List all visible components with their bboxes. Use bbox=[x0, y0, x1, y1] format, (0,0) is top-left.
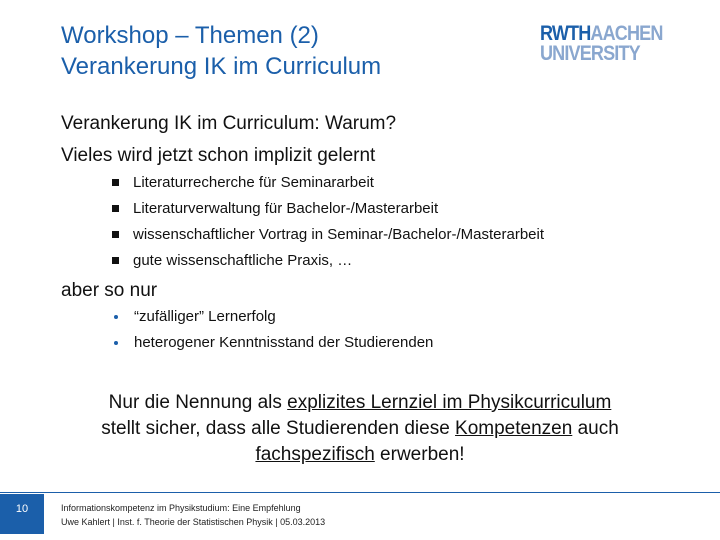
conclusion-text-part: auch bbox=[572, 418, 619, 439]
list-item bbox=[114, 330, 433, 356]
conclusion-line-1 bbox=[40, 390, 680, 416]
square-bullet-icon bbox=[112, 179, 119, 186]
underlined-term: fachspezifisch bbox=[255, 444, 375, 465]
list-item-text: Literaturverwaltung für Bachelor-/Masterarbeit bbox=[133, 200, 439, 217]
square-bullet-icon bbox=[112, 231, 119, 238]
list-item-text: “zufälliger” Lernerfolg bbox=[134, 308, 276, 325]
footer-divider bbox=[0, 492, 720, 493]
page-number: 10 bbox=[0, 494, 44, 534]
list-item bbox=[112, 196, 544, 222]
conclusion-text bbox=[40, 390, 680, 468]
aber-text: aber so nur bbox=[61, 280, 158, 301]
conclusion-text-part: stellt sicher, dass alle Studierenden diese bbox=[101, 418, 456, 439]
underlined-term: Kompetenzen bbox=[455, 418, 573, 439]
footer-author: Uwe Kahlert | Inst. f. Theorie der Statistischen Physik | 05.03.2013 bbox=[61, 517, 326, 527]
intro-text bbox=[61, 108, 396, 172]
primary-bullet-list bbox=[112, 170, 544, 274]
footer-title: Informationskompetenz im Physikstudium: Eine Empfehlung bbox=[61, 503, 301, 513]
list-item-text: gute wissenschaftliche Praxis, … bbox=[133, 252, 353, 269]
logo-aachen-text: AACHEN bbox=[590, 22, 663, 45]
list-item-text: heterogener Kenntnisstand der Studierenden bbox=[134, 334, 434, 351]
list-item-text: Literaturrecherche für Seminararbeit bbox=[133, 174, 374, 191]
square-bullet-icon bbox=[112, 205, 119, 212]
logo-rwth-text: RWTH bbox=[540, 22, 591, 45]
dot-bullet-icon bbox=[114, 315, 118, 319]
list-item bbox=[114, 304, 433, 330]
conclusion-text-part: Nur die Nennung als bbox=[108, 392, 288, 413]
title-line-1: Workshop – Themen (2) bbox=[61, 22, 319, 49]
underlined-term: explizites Lernziel im Physikcurriculum bbox=[287, 392, 612, 413]
conclusion-text-part: erwerben! bbox=[374, 444, 465, 465]
title-line-2: Verankerung IK im Curriculum bbox=[61, 53, 382, 80]
conclusion-line-2 bbox=[40, 416, 680, 442]
rwth-logo bbox=[540, 24, 671, 68]
list-item bbox=[112, 248, 544, 274]
conclusion-line-3 bbox=[40, 442, 680, 468]
list-item bbox=[112, 222, 544, 248]
list-item-text: wissenschaftlicher Vortrag in Seminar-/Bachelor-/Masterarbeit bbox=[133, 226, 544, 243]
intro-line: Verankerung IK im Curriculum: Warum? bbox=[61, 113, 397, 134]
intro-line: Vieles wird jetzt schon implizit gelernt bbox=[61, 145, 376, 166]
slide-title bbox=[61, 20, 501, 82]
dot-bullet-icon bbox=[114, 341, 118, 345]
list-item bbox=[112, 170, 544, 196]
footer bbox=[61, 501, 325, 529]
secondary-bullet-list bbox=[114, 304, 433, 356]
logo-university-text: UNIVERSITY bbox=[540, 42, 640, 65]
square-bullet-icon bbox=[112, 257, 119, 264]
